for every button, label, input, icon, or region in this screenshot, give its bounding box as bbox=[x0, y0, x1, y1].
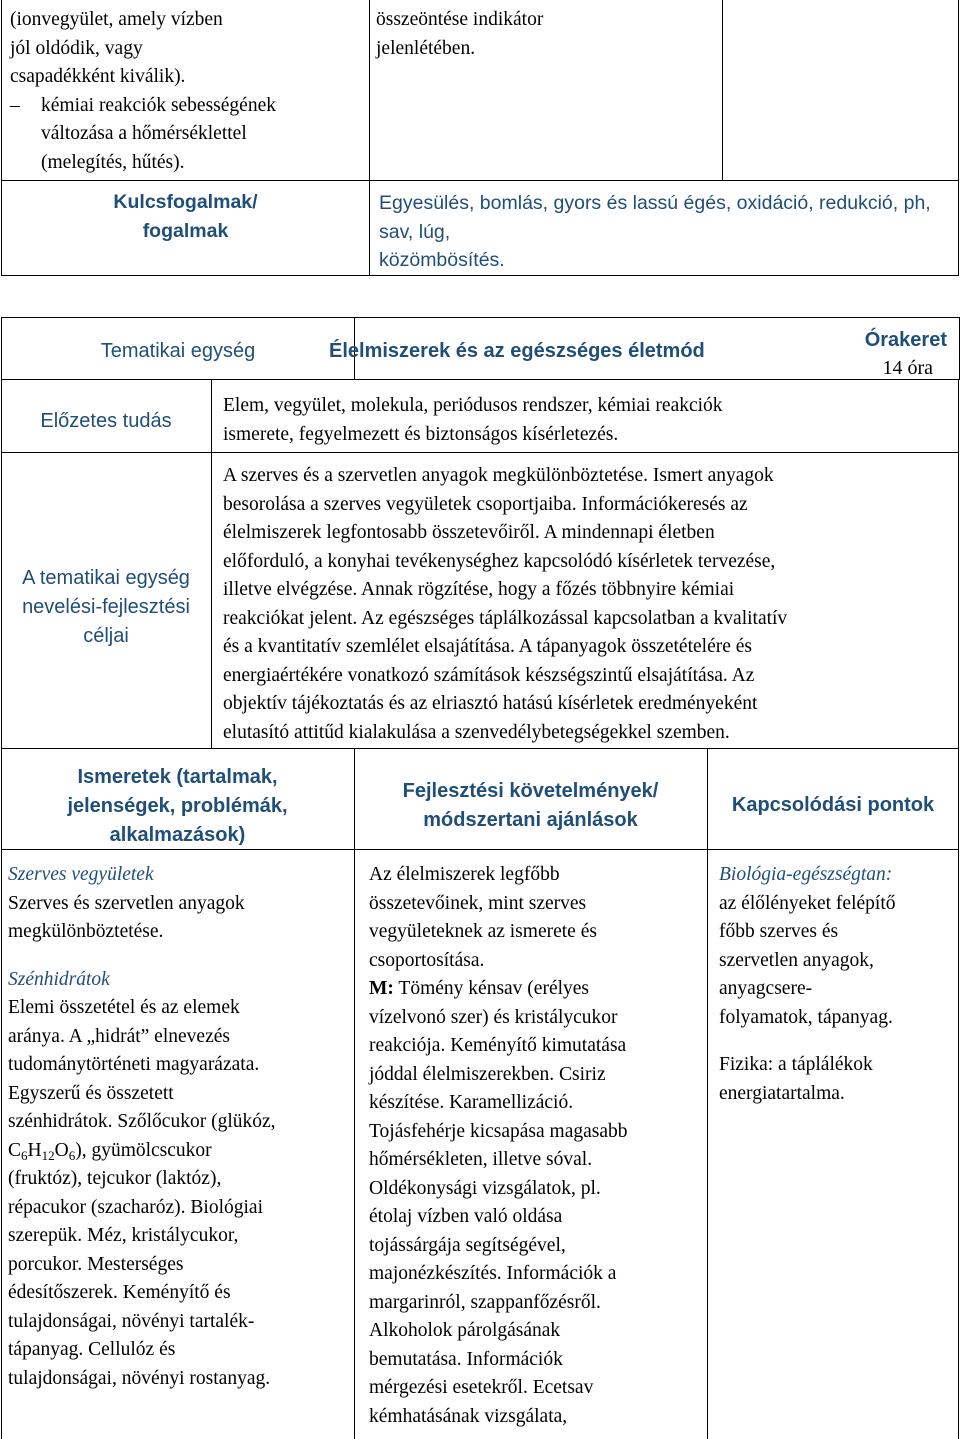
prior-knowledge-label bbox=[1, 407, 211, 436]
method-first-text: Tömény kénsav (erélyes bbox=[393, 978, 590, 999]
continuation-middle-cell bbox=[370, 0, 723, 181]
requirements-line: reakciója. Keményítő kimutatása bbox=[369, 1035, 627, 1056]
unit-title-cell bbox=[329, 318, 960, 380]
goals-label-line: nevelési-fejlesztési bbox=[22, 596, 190, 618]
physics-line: energiatartalma. bbox=[719, 1082, 845, 1104]
knowledge-content bbox=[8, 861, 353, 1393]
requirements-header-line: módszertani ajánlások bbox=[423, 809, 638, 831]
requirements-column-header bbox=[354, 777, 707, 835]
continuation-left-line: csapadékként kiválik). bbox=[10, 66, 186, 87]
requirements-header-line: Fejlesztési követelmények/ bbox=[402, 780, 659, 802]
requirements-line: vegyületeknek az ismerete és bbox=[369, 921, 597, 942]
connections-line: az élőlényeket felépítő bbox=[719, 892, 896, 914]
knowledge-line: tudománytörténeti magyarázata. bbox=[8, 1054, 260, 1075]
goals-line: és a kvantitatív szemlélet elsajátítása. A tápanyagok összetételére és bbox=[223, 636, 753, 657]
requirements-line: csoportosítása. bbox=[369, 949, 485, 971]
connections-content bbox=[719, 861, 955, 1108]
formula-hydrogen-count: 12 bbox=[41, 1147, 55, 1163]
hours-value: 14 óra bbox=[882, 357, 933, 379]
knowledge-line: porcukor. Mesterséges bbox=[8, 1253, 184, 1275]
knowledge-header-line: alkalmazások) bbox=[109, 824, 246, 846]
requirements-line: Alkoholok párolgásának bbox=[369, 1320, 561, 1341]
requirements-content bbox=[369, 861, 704, 1431]
prior-knowledge-label-text: Előzetes tudás bbox=[40, 410, 172, 432]
requirements-line: hőmérsékleten, illetve sóval. bbox=[369, 1149, 593, 1170]
formula-oxygen-count: 6 bbox=[68, 1147, 76, 1163]
goals-label bbox=[1, 564, 211, 651]
hours-label: Órakeret bbox=[864, 329, 947, 351]
knowledge-header-line: Ismeretek (tartalmak, bbox=[77, 766, 278, 788]
thematic-unit-table bbox=[1, 317, 960, 380]
requirements-line: vízelvonó szer) és kristálycukor bbox=[369, 1006, 618, 1028]
prior-knowledge-text bbox=[223, 392, 953, 449]
knowledge-line: Elemi összetétel és az elemek bbox=[8, 997, 240, 1018]
connections-line: szervetlen anyagok, bbox=[719, 949, 874, 971]
goals-text bbox=[223, 462, 955, 747]
unit-title: Élelmiszerek és az egészséges életmód bbox=[329, 340, 705, 362]
formula-carbon-count: 6 bbox=[21, 1147, 28, 1163]
dash-item-line: kémiai reakciók sebességének bbox=[41, 94, 276, 116]
unit-label: Tematikai egység bbox=[100, 340, 256, 362]
connections-line: folyamatok, tápanyag. bbox=[719, 1006, 893, 1028]
requirements-line: margarinról, szappanfőzésről. bbox=[369, 1291, 601, 1313]
knowledge-column-header bbox=[1, 763, 354, 850]
knowledge-line: tulajdonságai, növényi tartalék- bbox=[8, 1310, 255, 1332]
knowledge-line: tulajdonságai, növényi rostanyag. bbox=[8, 1367, 271, 1389]
organic-compounds-title: Szerves vegyületek bbox=[8, 864, 154, 885]
knowledge-line: szerepük. Méz, kristálycukor, bbox=[8, 1225, 239, 1246]
continuation-middle-line: jelenlétében. bbox=[376, 37, 476, 59]
prior-knowledge-line: ismerete, fegyelmezett és biztonságos kísérletezés. bbox=[223, 423, 619, 445]
knowledge-line: répacukor (szacharóz). Biológiai bbox=[8, 1196, 264, 1218]
carbohydrates-title: Szénhidrátok bbox=[8, 968, 110, 990]
dash-item-line: (melegítés, hűtés). bbox=[41, 151, 185, 173]
requirements-line: mérgezési esetekről. Ecetsav bbox=[369, 1377, 594, 1398]
goals-line: előforduló, a konyhai tevékenységhez kapcsolódó kísérletek tervezése, bbox=[223, 550, 776, 572]
requirements-line: készítése. Karamellizáció. bbox=[369, 1092, 574, 1113]
goals-line: illetve elvégzése. Annak rögzítése, hogy a főzés többnyire kémiai bbox=[223, 579, 735, 600]
requirements-line: Tojásfehérje kicsapása magasabb bbox=[369, 1120, 628, 1142]
key-concepts-label-line: Kulcsfogalmak/ bbox=[113, 191, 258, 213]
key-concepts-label-line: fogalmak bbox=[142, 220, 229, 242]
requirements-line: majonézkészítés. Információk a bbox=[369, 1263, 617, 1284]
connections-header-text: Kapcsolódási pontok bbox=[731, 794, 935, 816]
continuation-left-cell bbox=[2, 0, 370, 181]
connections-line: anyagcsere- bbox=[719, 978, 813, 999]
knowledge-line: Egyszerű és összetett bbox=[8, 1082, 174, 1104]
goals-line: A szerves és a szervetlen anyagok megkülönböztetése. Ismert anyagok bbox=[223, 465, 774, 486]
goals-line: reakciókat jelent. Az egészséges táplálkozással kapcsolatban a kvalitatív bbox=[223, 607, 788, 629]
requirements-line: Oldékonysági vizsgálatok, pl. bbox=[369, 1177, 601, 1199]
goals-line: elutasító attitűd kialakulása a szenvedélybetegségekkel szemben. bbox=[223, 721, 730, 743]
requirements-line: összetevőinek, mint szerves bbox=[369, 892, 587, 914]
formula-carbon: C bbox=[8, 1139, 22, 1161]
knowledge-line: megkülönböztetése. bbox=[8, 921, 164, 942]
continuation-right-cell bbox=[723, 0, 959, 181]
formula-oxygen: O bbox=[54, 1139, 69, 1161]
formula-hydrogen: H bbox=[27, 1139, 42, 1161]
goals-line: élelmiszerek legfontosabb összetevőiről. A mindennapi életben bbox=[223, 522, 715, 543]
knowledge-line: szénhidrátok. Szőlőcukor (glükóz, bbox=[8, 1111, 276, 1132]
goals-label-line: céljai bbox=[83, 625, 129, 647]
requirements-line: Az élelmiszerek legfőbb bbox=[369, 864, 560, 885]
dash-bullet: – bbox=[10, 94, 20, 116]
connections-column-header bbox=[707, 791, 959, 820]
dash-list-item bbox=[6, 92, 369, 178]
unit-label-cell bbox=[2, 318, 355, 380]
continuation-middle-line: összeöntése indikátor bbox=[376, 9, 544, 30]
glucose-formula-line bbox=[8, 1137, 353, 1166]
method-label: M: bbox=[369, 978, 394, 999]
knowledge-line: tápanyag. Cellulóz és bbox=[8, 1339, 176, 1360]
key-concepts-value-line: Egyesülés, bomlás, gyors és lassú égés, oxidáció, redukció, ph, sav, lúg, bbox=[379, 192, 931, 243]
requirements-line: kémhatásának vizsgálata, bbox=[369, 1405, 568, 1427]
continuation-left-line: (ionvegyület, amely vízben bbox=[10, 9, 223, 30]
connections-line: főbb szerves és bbox=[719, 921, 839, 942]
requirements-line: jóddal élelmiszerekben. Csiriz bbox=[369, 1063, 606, 1085]
prior-knowledge-line: Elem, vegyület, molekula, periódusos rendszer, kémiai reakciók bbox=[223, 395, 723, 416]
goals-line: energiaértékére vonatkozó számítások készségszintű elsajátítása. Az bbox=[223, 664, 755, 686]
knowledge-line: (fruktóz), tejcukor (laktóz), bbox=[8, 1168, 222, 1189]
knowledge-line: aránya. A „hidrát” elnevezés bbox=[8, 1025, 230, 1047]
knowledge-header-line: jelenségek, problémák, bbox=[67, 795, 288, 817]
requirements-line: étolaj vízben való oldása bbox=[369, 1206, 563, 1227]
goals-line: objektív tájékoztatás és az elriasztó hatású kísérletek eredményeként bbox=[223, 693, 758, 714]
goals-label-line: A tematikai egység bbox=[22, 567, 190, 589]
dash-item-line: változása a hőmérséklettel bbox=[41, 123, 247, 144]
requirements-m-line bbox=[369, 975, 704, 1004]
continuation-left-line: jól oldódik, vagy bbox=[10, 37, 143, 59]
biology-title: Biológia-egészségtan: bbox=[719, 864, 893, 885]
physics-line: Fizika: a táplálékok bbox=[719, 1054, 873, 1075]
requirements-line: tojássárgája segítségével, bbox=[369, 1234, 566, 1256]
top-table bbox=[1, 0, 959, 276]
knowledge-line: Szerves és szervetlen anyagok bbox=[8, 892, 245, 914]
knowledge-line: édesítőszerek. Keményítő és bbox=[8, 1282, 231, 1303]
key-concepts-value-line: közömbösítés. bbox=[379, 249, 505, 271]
formula-rest: ), gyümölcscukor bbox=[75, 1139, 212, 1161]
goals-line: besorolása a szerves vegyületek csoportjaiba. Információkeresés az bbox=[223, 493, 748, 515]
key-concepts-label-cell bbox=[2, 181, 370, 276]
requirements-line: bemutatása. Információk bbox=[369, 1348, 563, 1370]
key-concepts-value-cell bbox=[370, 181, 959, 276]
